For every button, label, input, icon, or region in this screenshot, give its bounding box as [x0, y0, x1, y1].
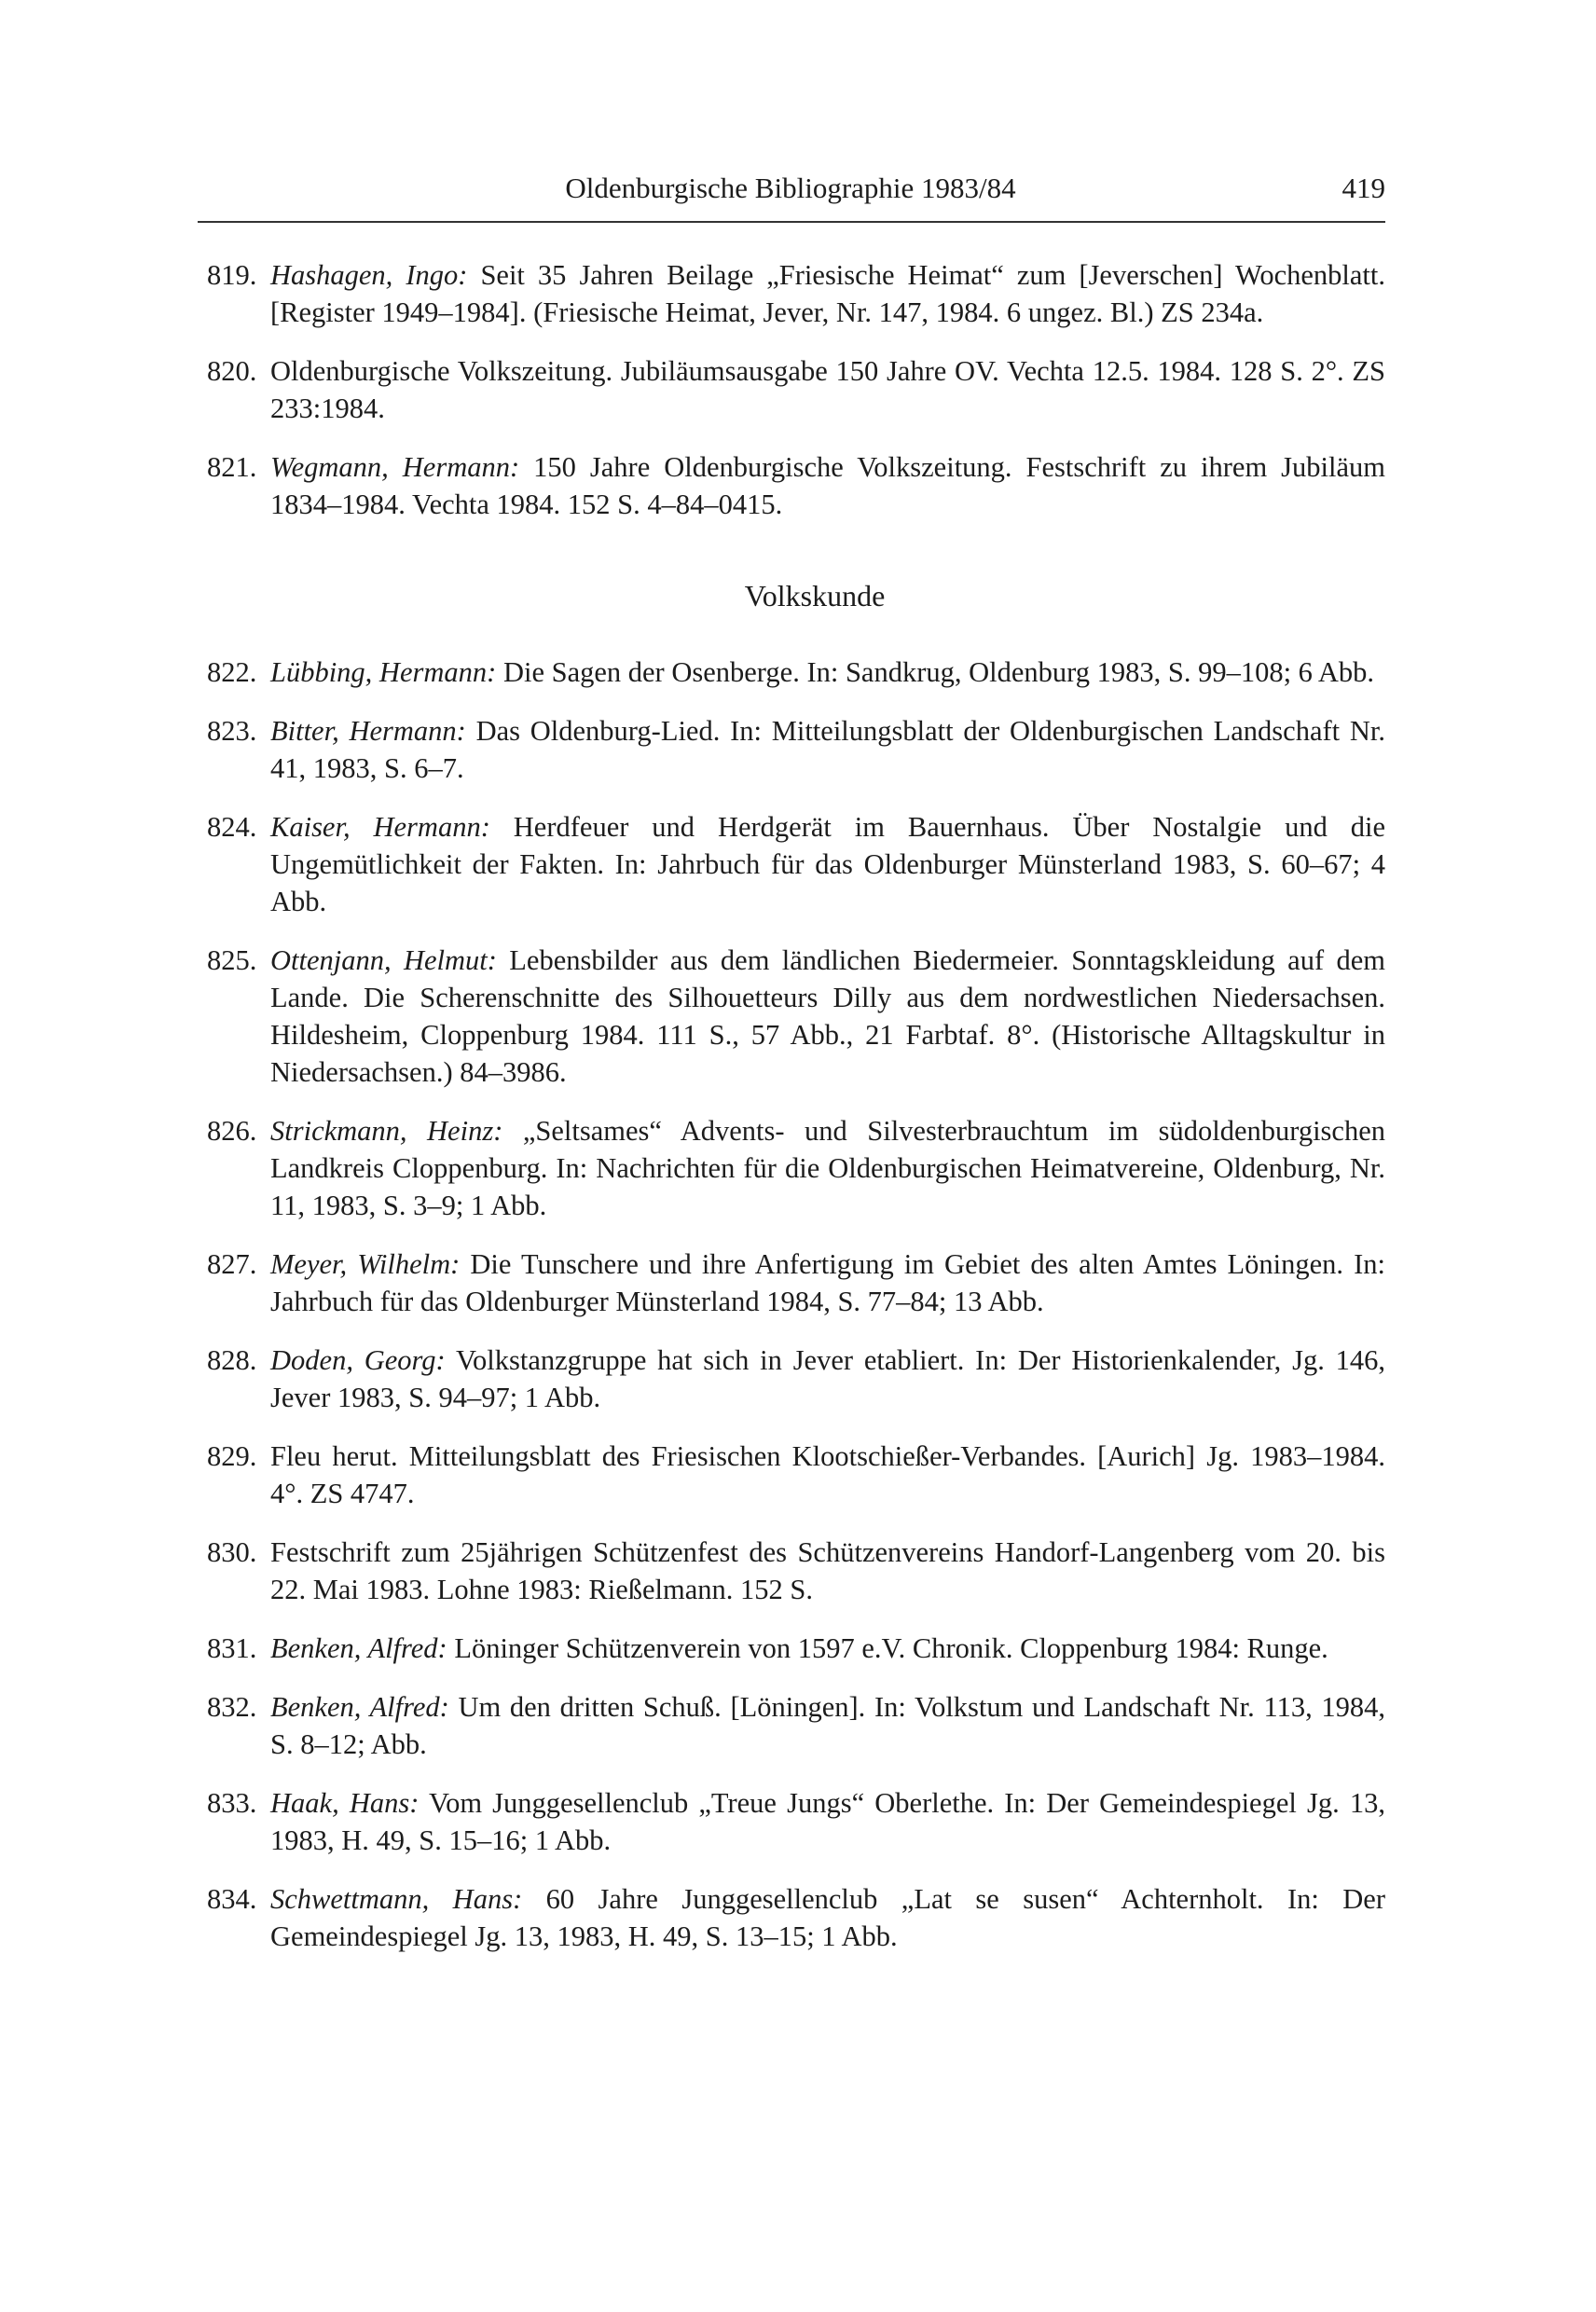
entry-author: Wegmann, Hermann:: [270, 451, 520, 483]
entry-number: 820.: [207, 355, 257, 387]
entry-text: Festschrift zum 25jährigen Schützenfest des Schützenvereins Handorf-Langenberg vom 20. bis 22. Mai 1983. Lohne 1983: Rießelmann. 152 S.: [270, 1536, 1385, 1605]
entry-text: „Seltsames“ Advents- und Silvesterbrauchtum im südoldenburgischen Landkreis Cloppenburg. In: Nachrichten für die Oldenburgischen Heimatvereine, Oldenburg, Nr. 11, 1983, S. 3–9; 1 Abb.: [270, 1115, 1385, 1221]
entry-number: 827.: [207, 1248, 257, 1280]
running-head: [196, 168, 1385, 224]
bibliography-entry: [207, 654, 1385, 691]
entry-number: 828.: [207, 1344, 257, 1376]
entry-text: Das Oldenburg-Lied. In: Mitteilungsblatt der Oldenburgischen Landschaft Nr. 41, 1983, S. 6–7.: [270, 715, 1385, 784]
entry-text: 60 Jahre Junggesellenclub „Lat se susen“ Achternholt. In: Der Gemeindespiegel Jg. 13, 1983, H. 49, S. 13–15; 1 Abb.: [270, 1883, 1385, 1952]
entry-text: Lebensbilder aus dem ländlichen Biedermeier. Sonntagskleidung auf dem Lande. Die Scherenschnitte des Silhouetteurs Dilly aus dem nordwestlichen Niedersachsen. Hildesheim, Cloppenburg 1984. 111 S., 57 Abb., 21 Farbtaf. 8°. (Historische Alltagskultur in Niedersachsen.) 84–3986.: [270, 944, 1386, 1088]
running-head-title: Oldenburgische Bibliographie 1983/84: [565, 172, 1016, 204]
entry-number: 826.: [207, 1115, 257, 1147]
entry-text: Volkstanzgruppe hat sich in Jever etabliert. In: Der Historienkalender, Jg. 146, Jever 1983, S. 94–97; 1 Abb.: [270, 1344, 1385, 1413]
entry-number: 821.: [207, 451, 257, 483]
page-number: 419: [1341, 172, 1385, 204]
entry-number: 832.: [207, 1691, 257, 1723]
bibliography-entry: [207, 352, 1385, 427]
bibliography-entry: [207, 1342, 1385, 1416]
entry-text: Herdfeuer und Herdgerät im Bauernhaus. Über Nostalgie und die Ungemütlichkeit der Fakten. In: Jahrbuch für das Oldenburger Münsterland 1983, S. 60–67; 4 Abb.: [270, 811, 1385, 917]
entry-author: Lübbing, Hermann:: [270, 656, 497, 688]
bibliography-entry: [207, 1534, 1385, 1608]
bibliography-entry: [207, 808, 1385, 920]
bibliography-entry: [207, 942, 1385, 1091]
bibliography-entry: [207, 712, 1385, 787]
entry-text: Löninger Schützenverein von 1597 e.V. Chronik. Cloppenburg 1984: Runge.: [447, 1632, 1328, 1664]
entry-text: Um den dritten Schuß. [Löningen]. In: Volkstum und Landschaft Nr. 113, 1984, S. 8–12; Abb.: [270, 1691, 1386, 1760]
entry-number: 833.: [207, 1787, 257, 1819]
entries-group-after: [207, 654, 1385, 1955]
entry-author: Schwettmann, Hans:: [270, 1883, 523, 1915]
entry-author: Benken, Alfred:: [270, 1691, 449, 1723]
entry-author: Hashagen, Ingo:: [270, 259, 468, 291]
section-heading: Volkskunde: [744, 579, 886, 612]
bibliography-entry: [207, 256, 1385, 331]
entry-number: 819.: [207, 259, 257, 291]
entry-number: 834.: [207, 1883, 257, 1915]
entry-author: Benken, Alfred:: [270, 1632, 447, 1664]
entry-author: Bitter, Hermann:: [270, 715, 466, 747]
entry-number: 830.: [207, 1536, 257, 1568]
entry-text: Seit 35 Jahren Beilage „Friesische Heimat“ zum [Jeverschen] Wochenblatt. [Register 1949–1984]. (Friesische Heimat, Jever, Nr. 147, 1984. 6 ungez. Bl.) ZS 234a.: [270, 259, 1385, 328]
entry-number: 823.: [207, 715, 257, 747]
bibliography-list: [207, 256, 1385, 1976]
entries-group-before: [207, 256, 1385, 523]
entry-author: Doden, Georg:: [270, 1344, 446, 1376]
header-rule: [198, 221, 1385, 223]
entry-author: Haak, Hans:: [270, 1787, 420, 1819]
entry-text: Vom Junggesellenclub „Treue Jungs“ Oberlethe. In: Der Gemeindespiegel Jg. 13, 1983, H. 49, S. 15–16; 1 Abb.: [270, 1787, 1386, 1856]
entry-text: Die Sagen der Osenberge. In: Sandkrug, Oldenburg 1983, S. 99–108; 6 Abb.: [496, 656, 1375, 688]
bibliography-entry: [207, 1438, 1385, 1512]
bibliography-entry: [207, 1784, 1385, 1859]
entry-number: 829.: [207, 1440, 257, 1472]
entry-number: 822.: [207, 656, 257, 688]
entry-author: Kaiser, Hermann:: [270, 811, 490, 843]
entry-text: Die Tunschere und ihre Anfertigung im Gebiet des alten Amtes Löningen. In: Jahrbuch für das Oldenburger Münsterland 1984, S. 77–84; 13 Abb.: [270, 1248, 1386, 1317]
entry-author: Strickmann, Heinz:: [270, 1115, 503, 1147]
bibliography-entry: [207, 1112, 1385, 1224]
entry-text: Fleu herut. Mitteilungsblatt des Friesischen Klootschießer-Verbandes. [Aurich] Jg. 1983–1984. 4°. ZS 4747.: [270, 1440, 1385, 1509]
entry-text: Oldenburgische Volkszeitung. Jubiläumsausgabe 150 Jahre OV. Vechta 12.5. 1984. 128 S. 2°. ZS 233:1984.: [270, 355, 1385, 424]
entry-number: 825.: [207, 944, 257, 976]
entry-author: Ottenjann, Helmut:: [270, 944, 497, 976]
entry-number: 824.: [207, 811, 257, 843]
entry-text: 150 Jahre Oldenburgische Volkszeitung. Festschrift zu ihrem Jubiläum 1834–1984. Vechta 1984. 152 S. 4–84–0415.: [270, 451, 1385, 520]
bibliography-entry: [207, 1630, 1385, 1667]
entry-author: Meyer, Wilhelm:: [270, 1248, 461, 1280]
bibliography-entry: [207, 1880, 1385, 1955]
bibliography-entry: [207, 1245, 1385, 1320]
bibliography-entry: [207, 1688, 1385, 1763]
entry-number: 831.: [207, 1632, 257, 1664]
bibliography-entry: [207, 448, 1385, 523]
